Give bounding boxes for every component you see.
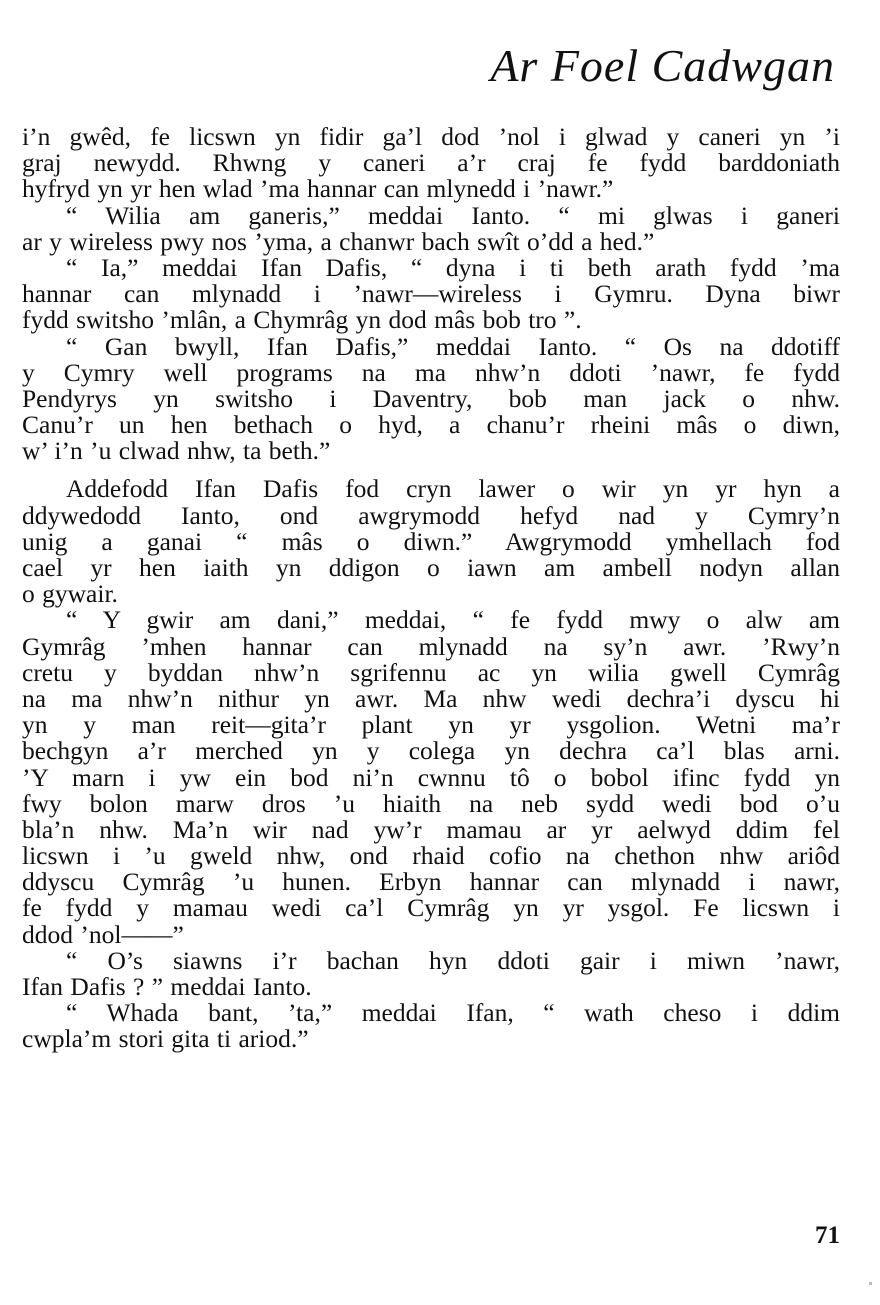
text-line: ar y wireless pwy nos ’yma, a chanwr bach swît o’dd a hed.” <box>22 226 655 256</box>
text-line: hyfryd yn yr hen wlad ’ma hannar can mlynedd i ’nawr.” <box>22 174 614 204</box>
text-line: Addefodd Ifan Dafis fod cryn lawer o wir yn yr hyn a <box>66 474 840 504</box>
text-line: w’ i’n ’u clwad nhw, ta beth.” <box>22 436 331 466</box>
text-line: hannar can mlynadd i ’nawr—wireless i Gymru. Dyna biwr <box>22 279 840 309</box>
text-line: “ Whada bant, ’ta,” meddai Ifan, “ wath cheso i ddim <box>66 998 840 1028</box>
text-line: bechgyn a’r merched yn y colega yn dechra ca’l blas arni. <box>22 736 840 766</box>
text-line: “ Gan bwyll, Ifan Dafis,” meddai Ianto. “ Os na ddotiff <box>66 331 840 361</box>
text-line: cretu y byddan nhw’n sgrifennu ac yn wilia gwell Cymrâg <box>22 657 840 687</box>
text-line: graj newydd. Rhwng y caneri a’r craj fe fydd barddoniath <box>22 148 840 178</box>
text-line: fe fydd y mamau wedi ca’l Cymrâg yn yr ysgol. Fe licswn i <box>22 893 840 923</box>
text-line: licswn i ’u gweld nhw, ond rhaid cofio na chethon nhw ariôd <box>22 841 840 871</box>
text-line: ddyscu Cymrâg ’u hunen. Erbyn hannar can mlynadd i nawr, <box>22 867 840 897</box>
text-line: ’Y marn i yw ein bod ni’n cwnnu tô o bobol ifinc fydd yn <box>22 762 840 792</box>
text-line: unig a ganai “ mâs o diwn.” Awgrymodd ymhellach fod <box>22 526 840 556</box>
text-line: bla’n nhw. Ma’n wir nad yw’r mamau ar yr aelwyd ddim fel <box>22 814 840 844</box>
text-line: “ Y gwir am dani,” meddai, “ fe fydd mwy o alw am <box>66 605 840 635</box>
text-line: ddod ’nol——” <box>22 919 184 949</box>
text-line: i’n gwêd, fe licswn yn fidir ga’l dod ’nol i glwad y caneri yn ’i <box>22 122 840 151</box>
text-line: fydd switsho ’mlân, a Chymrâg yn dod mâs bob tro ”. <box>22 305 582 335</box>
text-line: Canu’r un hen bethach o hyd, a chanu’r rheini mâs o diwn, <box>22 410 840 440</box>
text-line: “ O’s siawns i’r bachan hyn ddoti gair i miwn ’nawr, <box>66 945 840 975</box>
page-number: 71 <box>815 1222 840 1249</box>
text-line: fwy bolon marw dros ’u hiaith na neb sydd wedi bod o’u <box>22 788 840 818</box>
text-line: na ma nhw’n nithur yn awr. Ma nhw wedi dechra’i dyscu hi <box>22 683 840 713</box>
text-line: o gywair. <box>22 579 118 609</box>
text-line: cwpla’m stori gita ti ariod.” <box>22 1024 309 1054</box>
text-line: “ Ia,” meddai Ifan Dafis, “ dyna i ti beth arath fydd ’ma <box>66 252 840 282</box>
text-line: Pendyrys yn switsho i Daventry, bob man jack o nhw. <box>22 383 840 413</box>
body-text <box>22 124 840 1053</box>
running-head-title: Ar Foel Cadwgan <box>490 40 835 91</box>
page-edge-speck <box>869 1282 872 1285</box>
text-line: “ Wilia am ganeris,” meddai Ianto. “ mi glwas i ganeri <box>66 200 840 230</box>
text-line: y Cymry well programs na ma nhw’n ddoti ’nawr, fe fydd <box>22 357 840 387</box>
text-line: ddywedodd Ianto, ond awgrymodd hefyd nad y Cymry’n <box>22 500 840 530</box>
text-line: yn y man reit—gita’r plant yn yr ysgolion. Wetni ma’r <box>22 710 840 740</box>
text-line: Gymrâg ’mhen hannar can mlynadd na sy’n awr. ’Rwy’n <box>22 631 840 661</box>
text-line: cael yr hen iaith yn ddigon o iawn am ambell nodyn allan <box>22 553 840 582</box>
text-line: Ifan Dafis ? ” meddai Ianto. <box>22 972 312 1001</box>
